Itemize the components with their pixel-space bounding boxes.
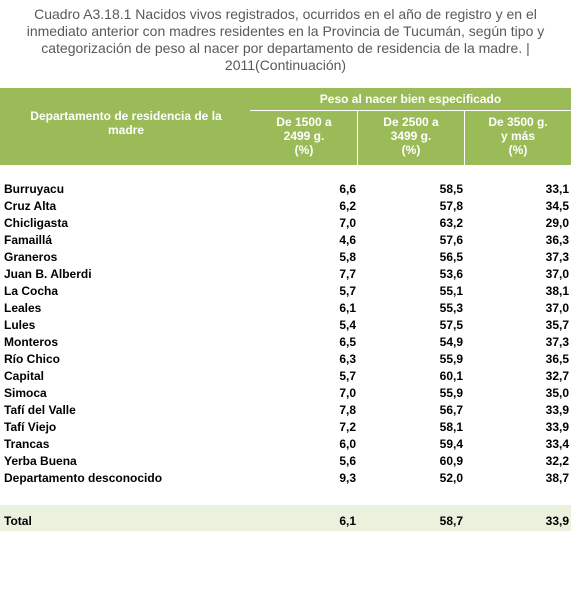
table-row [0, 181, 571, 198]
table-row [0, 453, 571, 470]
value-1500-2499: 7,0 [339, 216, 356, 230]
value-2500-3499: 56,5 [439, 250, 463, 264]
value-1500-2499: 7,0 [339, 386, 356, 400]
total-row [0, 513, 571, 530]
column-header-3500-plus: De 3500 g. y más (%) [488, 115, 548, 157]
value-1500-2499: 5,6 [339, 454, 356, 468]
value-2500-3499: 55,9 [439, 352, 463, 366]
row-name: Leales [4, 301, 42, 315]
value-3500-plus: 38,7 [545, 471, 569, 485]
title-line-1: Cuadro A3.18.1 Nacidos vivos registrados, ocurridos en el año de registro y en el [34, 6, 537, 22]
value-3500-plus: 37,0 [545, 301, 569, 315]
value-2500-3499: 60,9 [439, 454, 463, 468]
title-line-2: inmediato anterior con madres residentes en la Provincia de Tucumán, según tipo y [26, 23, 545, 39]
value-2500-3499: 58,1 [439, 420, 463, 434]
row-name: Capital [4, 369, 45, 383]
row-name: Río Chico [4, 352, 60, 366]
value-3500-plus: 35,7 [545, 318, 569, 332]
total-value-1500-2499: 6,1 [339, 514, 356, 528]
value-1500-2499: 7,8 [339, 403, 356, 417]
title-line-3: categorización de peso al nacer por departamento de residencia de la madre. | [41, 40, 530, 56]
value-1500-2499: 7,2 [339, 420, 356, 434]
header-divider [250, 110, 571, 111]
table-row [0, 368, 571, 385]
value-2500-3499: 54,9 [439, 335, 463, 349]
table-row [0, 300, 571, 317]
value-2500-3499: 57,6 [439, 233, 463, 247]
value-2500-3499: 56,7 [439, 403, 463, 417]
value-3500-plus: 33,1 [545, 182, 569, 196]
table-row [0, 266, 571, 283]
value-2500-3499: 58,5 [439, 182, 463, 196]
value-3500-plus: 37,3 [545, 250, 569, 264]
table-row [0, 436, 571, 453]
value-1500-2499: 6,3 [339, 352, 356, 366]
value-3500-plus: 29,0 [545, 216, 569, 230]
row-name: Trancas [4, 437, 50, 451]
table-row [0, 385, 571, 402]
value-1500-2499: 6,6 [339, 182, 356, 196]
total-value-2500-3499: 58,7 [439, 514, 463, 528]
value-3500-plus: 36,5 [545, 352, 569, 366]
value-1500-2499: 6,0 [339, 437, 356, 451]
value-1500-2499: 9,3 [339, 471, 356, 485]
value-2500-3499: 55,9 [439, 386, 463, 400]
value-1500-2499: 5,7 [339, 369, 356, 383]
value-2500-3499: 59,4 [439, 437, 463, 451]
value-2500-3499: 60,1 [439, 369, 463, 383]
value-1500-2499: 5,7 [339, 284, 356, 298]
table-row [0, 470, 571, 487]
value-1500-2499: 6,2 [339, 199, 356, 213]
value-2500-3499: 57,5 [439, 318, 463, 332]
value-1500-2499: 4,6 [339, 233, 356, 247]
value-3500-plus: 32,7 [545, 369, 569, 383]
row-label-header: Departamento de residencia de la madre [30, 109, 222, 137]
table-row [0, 334, 571, 351]
row-name: La Cocha [4, 284, 59, 298]
row-name: Graneros [4, 250, 58, 264]
value-3500-plus: 38,1 [545, 284, 569, 298]
table-row [0, 198, 571, 215]
row-name: Cruz Alta [4, 199, 57, 213]
value-3500-plus: 32,2 [545, 454, 569, 468]
value-2500-3499: 55,3 [439, 301, 463, 315]
row-name: Simoca [4, 386, 47, 400]
column-header-2500-3499: De 2500 a 3499 g. (%) [383, 115, 439, 157]
value-3500-plus: 37,0 [545, 267, 569, 281]
header-column-divider [357, 110, 358, 165]
row-name: Juan B. Alberdi [4, 267, 92, 281]
value-3500-plus: 33,9 [545, 420, 569, 434]
row-name: Lules [4, 318, 36, 332]
row-name: Famaillá [4, 233, 53, 247]
row-name: Yerba Buena [4, 454, 77, 468]
value-3500-plus: 33,4 [545, 437, 569, 451]
row-name: Chicligasta [4, 216, 69, 230]
total-label: Total [4, 514, 32, 528]
table-row [0, 232, 571, 249]
table-title [0, 6, 571, 74]
total-value-3500-plus: 33,9 [545, 514, 569, 528]
title-line-4: 2011(Continuación) [224, 57, 347, 73]
table-row [0, 351, 571, 368]
table-row [0, 249, 571, 266]
value-1500-2499: 5,8 [339, 250, 356, 264]
table-row [0, 402, 571, 419]
value-3500-plus: 33,9 [545, 403, 569, 417]
table-row [0, 419, 571, 436]
row-name: Tafí Viejo [4, 420, 57, 434]
value-1500-2499: 7,7 [339, 267, 356, 281]
row-name: Monteros [4, 335, 58, 349]
value-3500-plus: 36,3 [545, 233, 569, 247]
value-1500-2499: 6,1 [339, 301, 356, 315]
row-name: Departamento desconocido [4, 471, 163, 485]
row-name: Burruyacu [4, 182, 65, 196]
header-column-divider [464, 110, 465, 165]
value-3500-plus: 34,5 [545, 199, 569, 213]
value-3500-plus: 37,3 [545, 335, 569, 349]
value-2500-3499: 63,2 [439, 216, 463, 230]
value-2500-3499: 52,0 [439, 471, 463, 485]
table-row [0, 215, 571, 232]
value-1500-2499: 6,5 [339, 335, 356, 349]
value-3500-plus: 35,0 [545, 386, 569, 400]
value-1500-2499: 5,4 [339, 318, 356, 332]
value-2500-3499: 53,6 [439, 267, 463, 281]
column-header-1500-2499: De 1500 a 2499 g. (%) [276, 115, 332, 157]
value-2500-3499: 57,8 [439, 199, 463, 213]
table-row [0, 283, 571, 300]
row-name: Tafí del Valle [4, 403, 76, 417]
value-2500-3499: 55,1 [439, 284, 463, 298]
table-row [0, 317, 571, 334]
group-header: Peso al nacer bien especificado [319, 92, 502, 106]
